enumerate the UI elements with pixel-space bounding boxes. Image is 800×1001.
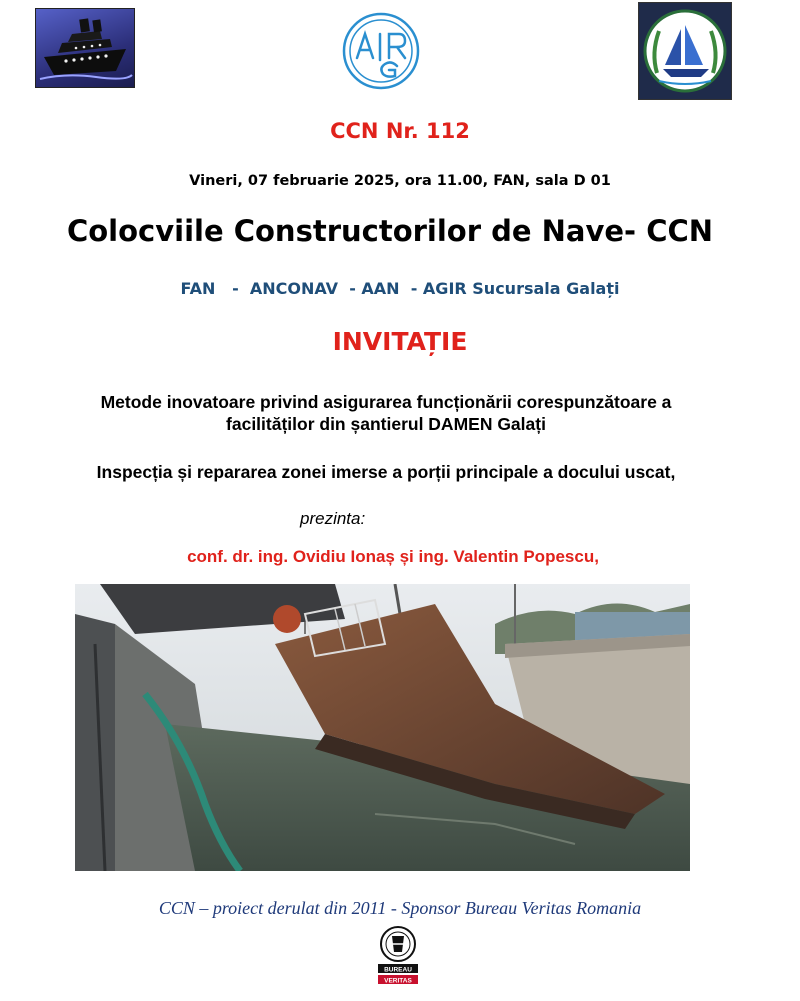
footer-project: CCN – proiect derulat din 2011 [158, 898, 387, 918]
bureau-veritas-logo-icon [374, 924, 422, 986]
svg-text:VERITAS: VERITAS [384, 977, 412, 985]
topic-1: Metode inovatoare privind asigurarea funcționării corespunzătoare a facilităților din șantierul DAMEN Galați [100, 392, 672, 434]
svg-text:BUREAU: BUREAU [384, 966, 412, 974]
invitation-heading: INVITAȚIE [332, 327, 468, 356]
event-date: Vineri, 07 februarie 2025, ora 11.00, FAN, sala D 01 [189, 173, 611, 189]
ship-logo-icon [35, 8, 135, 88]
event-number: CCN Nr. 112 [330, 119, 470, 143]
presents-label: prezinta: [300, 509, 366, 528]
university-logo-icon [638, 2, 732, 100]
footer-text [0, 898, 800, 919]
page-title: Colocviile Constructorilor de Nave- CCN [66, 214, 714, 248]
speakers-line: conf. dr. ing. Ovidiu Ionaș și ing. Valentin Popescu, [187, 547, 599, 566]
airg-logo-icon [333, 10, 429, 92]
organizers-line: FAN - ANCONAV - AAN - AGIR Sucursala Galați [180, 279, 620, 298]
footer-sponsor: - Sponsor Bureau Veritas Romania [386, 898, 642, 918]
topic-2: Inspecția și repararea zonei imerse a porții principale a docului uscat, [96, 462, 676, 482]
dry-dock-gate-photo [75, 584, 690, 871]
